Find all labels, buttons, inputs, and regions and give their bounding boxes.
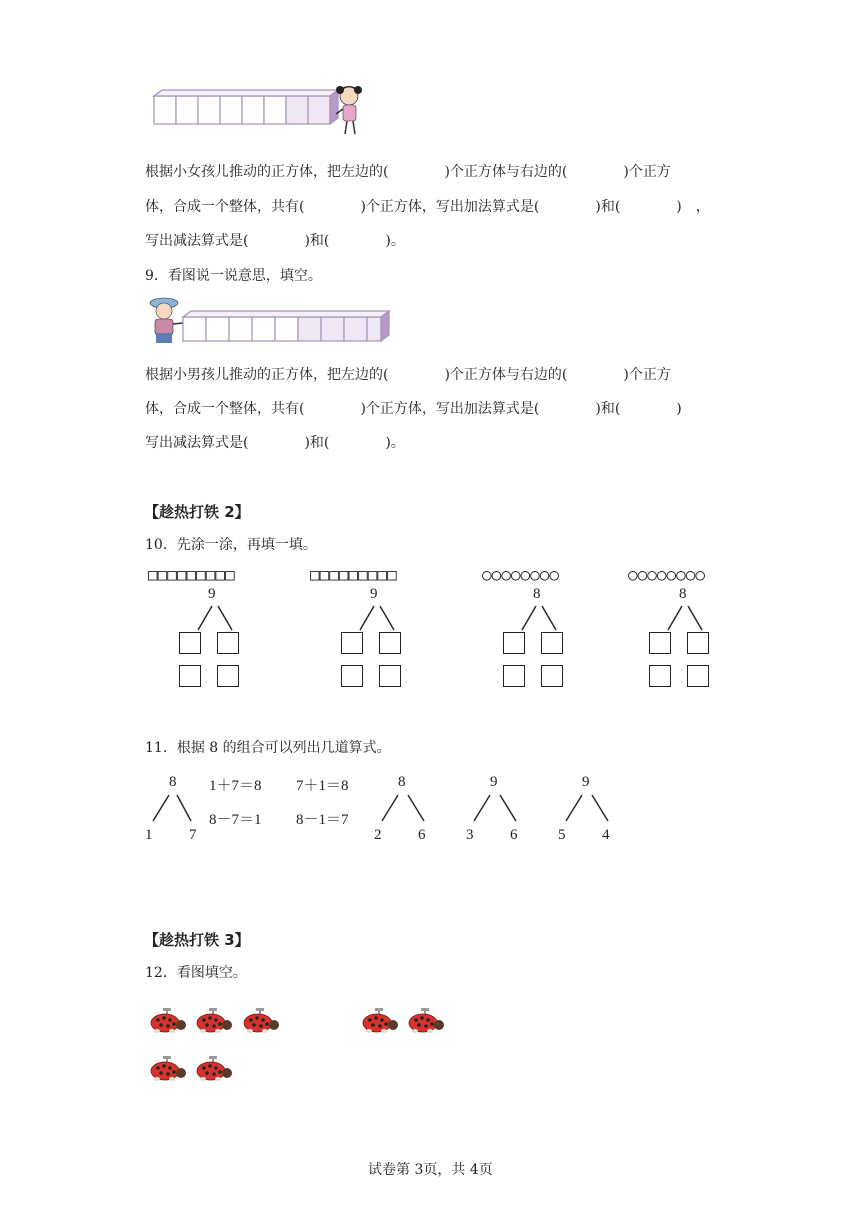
q10-split-lines-2: [352, 604, 402, 632]
q10-answer-box[interactable]: [687, 665, 709, 687]
q10-split-lines-4: [660, 604, 710, 632]
boy-pushing-cubes-figure: [143, 295, 393, 347]
q8-line-2: 体，合成一个整体，共有( )个正方体，写出加法算式是( )和( ) ，: [145, 199, 710, 215]
q9-line-3: 写出减法算式是( )和( )。: [145, 435, 405, 451]
q11-tree-split-lines: [378, 793, 428, 823]
section-heading-2: 【趁热打铁 2】: [144, 503, 250, 521]
q10-total-1: 9: [208, 586, 216, 602]
q11-tree-left-value: 2: [374, 827, 382, 843]
q11-equation: 7＋1＝8: [296, 778, 349, 794]
ladybug-toy-image: [196, 1008, 236, 1038]
ladybug-toy-image: [150, 1008, 190, 1038]
q9-line-1: 根据小男孩儿推动的正方体，把左边的( )个正方体与右边的( )个正方: [145, 367, 671, 383]
q10-answer-box[interactable]: [541, 665, 563, 687]
q11-tree-left-value: 5: [558, 827, 566, 843]
q11-tree-right-value: 4: [602, 827, 610, 843]
q10-shape-row-1: □□□□□□□□□: [148, 565, 235, 584]
q10-answer-box[interactable]: [179, 665, 201, 687]
q10-total-4: 8: [679, 586, 687, 602]
q8-line-1: 根据小女孩儿推动的正方体，把左边的( )个正方体与右边的( )个正方: [145, 164, 671, 180]
q10-answer-box[interactable]: [687, 632, 709, 654]
q11-equation: 1＋7＝8: [209, 778, 262, 794]
q10-split-lines-1: [190, 604, 240, 632]
ladybug-toy-image: [196, 1056, 236, 1086]
q10-shape-row-2: □□□□□□□□□: [310, 565, 397, 584]
ladybug-toy-image: [362, 1008, 402, 1038]
q9-line-2: 体，合成一个整体，共有( )个正方体，写出加法算式是( )和( ): [145, 401, 682, 417]
q11-example-left: 1: [145, 827, 153, 843]
ladybug-toy-image: [150, 1056, 190, 1086]
q9-title: 9．看图说一说意思，填空。: [145, 268, 322, 284]
q11-tree-left-value: 3: [466, 827, 474, 843]
q11-tree-right-value: 6: [510, 827, 518, 843]
q11-equation: 8－7＝1: [209, 812, 262, 828]
q12-title: 12．看图填空。: [145, 965, 247, 981]
q10-answer-box[interactable]: [503, 632, 525, 654]
q11-title: 11．根据 8 的组合可以列出几道算式。: [145, 740, 391, 756]
q11-tree-split-lines: [562, 793, 612, 823]
q10-answer-box[interactable]: [503, 665, 525, 687]
q11-tree-split-lines: [470, 793, 520, 823]
q10-answer-box[interactable]: [541, 632, 563, 654]
q11-tree-right-value: 6: [418, 827, 426, 843]
q10-answer-box[interactable]: [179, 632, 201, 654]
q11-example-split-lines: [147, 793, 197, 823]
q10-shape-row-4: ○○○○○○○○: [628, 565, 706, 584]
q10-answer-box[interactable]: [341, 632, 363, 654]
q10-total-3: 8: [533, 586, 541, 602]
q11-tree-top: 8: [398, 774, 406, 790]
q10-answer-box[interactable]: [379, 665, 401, 687]
q10-answer-box[interactable]: [649, 632, 671, 654]
girl-pushing-cubes-figure: [150, 78, 370, 140]
ladybug-toy-image: [408, 1008, 448, 1038]
q11-tree-top: 9: [582, 774, 590, 790]
q10-answer-box[interactable]: [341, 665, 363, 687]
q10-shape-row-3: ○○○○○○○○: [482, 565, 560, 584]
q11-example-top: 8: [169, 774, 177, 790]
ladybug-toy-image: [243, 1008, 283, 1038]
q10-answer-box[interactable]: [217, 632, 239, 654]
q11-equation: 8－1＝7: [296, 812, 349, 828]
q10-total-2: 9: [370, 586, 378, 602]
q10-title: 10．先涂一涂，再填一填。: [145, 537, 317, 553]
q11-tree-top: 9: [490, 774, 498, 790]
section-heading-3: 【趁热打铁 3】: [144, 931, 250, 949]
q10-answer-box[interactable]: [217, 665, 239, 687]
page-footer: 试卷第 3页，共 4页: [368, 1162, 493, 1178]
q10-answer-box[interactable]: [649, 665, 671, 687]
q11-example-right: 7: [189, 827, 197, 843]
q10-split-lines-3: [514, 604, 564, 632]
q10-answer-box[interactable]: [379, 632, 401, 654]
q8-line-3: 写出减法算式是( )和( )。: [145, 233, 405, 249]
